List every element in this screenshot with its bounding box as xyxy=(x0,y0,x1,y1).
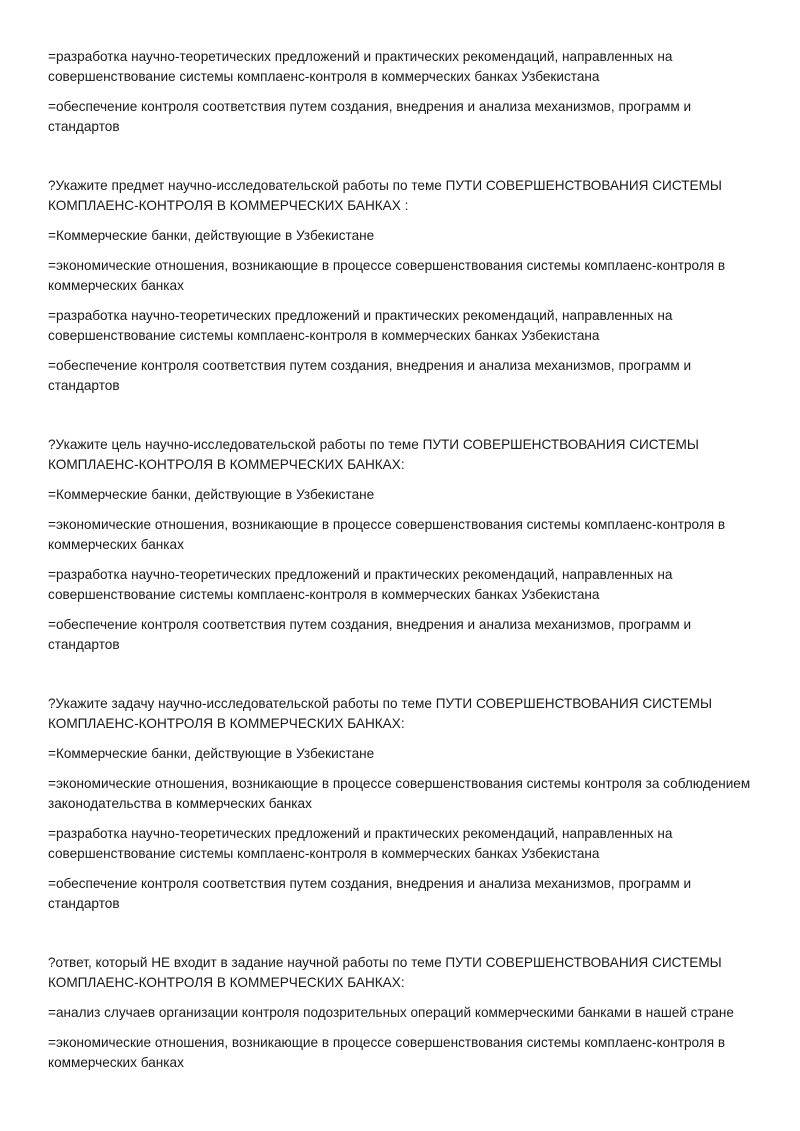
question-text: ?Укажите предмет научно-исследовательской работы по теме ПУТИ СОВЕРШЕНСТВОВАНИЯ СИСТЕМЫ КОМПЛАЕНС-КОНТРОЛЯ В КОММЕРЧЕСКИХ БАНКАХ : xyxy=(48,178,722,213)
answer-option: =экономические отношения, возникающие в процессе совершенствования системы контроля за соблюдением законодательства в коммерческих банках xyxy=(48,776,751,811)
question-block xyxy=(48,176,760,396)
answer-option: =разработка научно-теоретических предложений и практических рекомендаций, направленных на совершенствование системы комплаенс-контроля в коммерческих банках Узбекистана xyxy=(48,49,673,84)
answer-option: =экономические отношения, возникающие в процессе совершенствования системы комплаенс-контроля в коммерческих банках xyxy=(48,517,726,552)
answer-option: =Коммерческие банки, действующие в Узбекистане xyxy=(48,746,375,761)
answer-option: =разработка научно-теоретических предложений и практических рекомендаций, направленных на совершенствование системы комплаенс-контроля в коммерческих банках Узбекистана xyxy=(48,826,673,861)
answer-option: =обеспечение контроля соответствия путем создания, внедрения и анализа механизмов, программ и стандартов xyxy=(48,99,692,134)
answer-option: =анализ случаев организации контроля подозрительных операций коммерческими банками в нашей стране xyxy=(48,1005,734,1020)
question-block xyxy=(48,694,760,914)
question-block xyxy=(48,953,760,1073)
question-block xyxy=(48,47,760,137)
question-text: ?ответ, который НЕ входит в задание научной работы по теме ПУТИ СОВЕРШЕНСТВОВАНИЯ СИСТЕМЫ КОМПЛАЕНС-КОНТРОЛЯ В КОММЕРЧЕСКИХ БАНКАХ: xyxy=(48,955,722,990)
answer-option: =экономические отношения, возникающие в процессе совершенствования системы комплаенс-контроля в коммерческих банках xyxy=(48,258,726,293)
answer-option: =Коммерческие банки, действующие в Узбекистане xyxy=(48,487,375,502)
question-text: ?Укажите задачу научно-исследовательской работы по теме ПУТИ СОВЕРШЕНСТВОВАНИЯ СИСТЕМЫ КОМПЛАЕНС-КОНТРОЛЯ В КОММЕРЧЕСКИХ БАНКАХ: xyxy=(48,696,712,731)
answer-option: =обеспечение контроля соответствия путем создания, внедрения и анализа механизмов, программ и стандартов xyxy=(48,358,692,393)
answer-option: =разработка научно-теоретических предложений и практических рекомендаций, направленных на совершенствование системы комплаенс-контроля в коммерческих банках Узбекистана xyxy=(48,308,673,343)
answer-option: =разработка научно-теоретических предложений и практических рекомендаций, направленных на совершенствование системы комплаенс-контроля в коммерческих банках Узбекистана xyxy=(48,567,673,602)
question-block xyxy=(48,435,760,655)
answer-option: =Коммерческие банки, действующие в Узбекистане xyxy=(48,228,375,243)
question-text: ?Укажите цель научно-исследовательской работы по теме ПУТИ СОВЕРШЕНСТВОВАНИЯ СИСТЕМЫ КОМПЛАЕНС-КОНТРОЛЯ В КОММЕРЧЕСКИХ БАНКАХ: xyxy=(48,437,699,472)
answer-option: =обеспечение контроля соответствия путем создания, внедрения и анализа механизмов, программ и стандартов xyxy=(48,617,692,652)
answer-option: =экономические отношения, возникающие в процессе совершенствования системы комплаенс-контроля в коммерческих банках xyxy=(48,1035,726,1070)
answer-option: =обеспечение контроля соответствия путем создания, внедрения и анализа механизмов, программ и стандартов xyxy=(48,876,692,911)
